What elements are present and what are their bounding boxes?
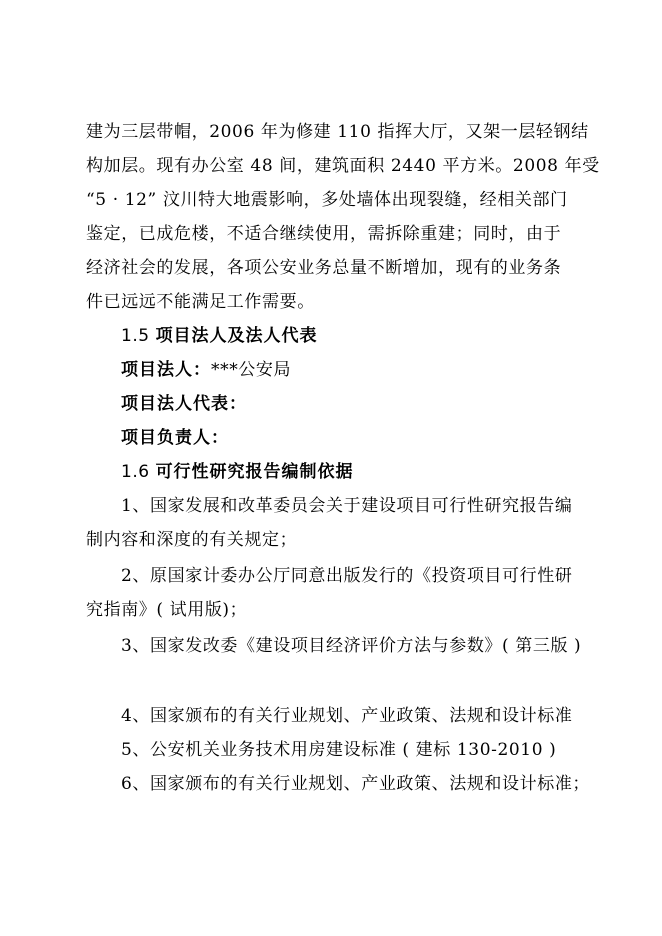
responsible-label: 项目负责人： [121,428,229,448]
section-title: 可行性研究报告编制依据 [155,462,354,482]
section-number: 1.6 [121,462,150,482]
list-item-line: 制内容和深度的有关规定； [86,530,298,550]
representative-label: 项目法人代表： [121,394,247,414]
list-item-line: 1、国家发展和改革委员会关于建设项目可行性研究报告编 [121,496,573,516]
list-item-line: 4、国家颁布的有关行业规划、产业政策、法规和设计标准 [121,706,573,726]
section-heading-1-5 [121,326,318,346]
legal-person-label: 项目法人： [121,360,211,380]
body-line: 鉴定，已成危楼，不适合继续使用，需拆除重建；同时，由于 [86,224,562,244]
body-line: 建为三层带帽，2006 年为修建 110 指挥大厅，又架一层轻钢结 [86,122,589,142]
legal-person-row [121,360,291,380]
representative-row [121,394,247,414]
list-item-line: 究指南》( 试用版)； [86,600,248,620]
section-heading-1-6 [121,462,354,482]
section-title: 项目法人及法人代表 [155,326,318,346]
body-line: 件已远远不能满足工作需要。 [86,292,315,312]
list-item-line: 2、原国家计委办公厅同意出版发行的《投资项目可行性研 [121,566,573,586]
list-item-line: 6、国家颁布的有关行业规划、产业政策、法规和设计标准； [121,774,591,794]
responsible-row [121,428,229,448]
legal-person-value: ***公安局 [211,360,292,380]
body-line: “5 · 12” 汶川特大地震影响，多处墙体出现裂缝，经相关部门 [86,190,568,210]
section-number: 1.5 [121,326,150,346]
body-line: 经济社会的发展，各项公安业务总量不断增加，现有的业务条 [86,258,562,278]
body-line: 构加层。现有办公室 48 间，建筑面积 2440 平方米。2008 年受 [86,156,600,176]
list-item-line: 5、公安机关业务技术用房建设标准 ( 建标 130-2010 ) [121,740,557,760]
list-item-line: 3、国家发改委《建设项目经济评价方法与参数》( 第三版 ) [121,636,582,656]
